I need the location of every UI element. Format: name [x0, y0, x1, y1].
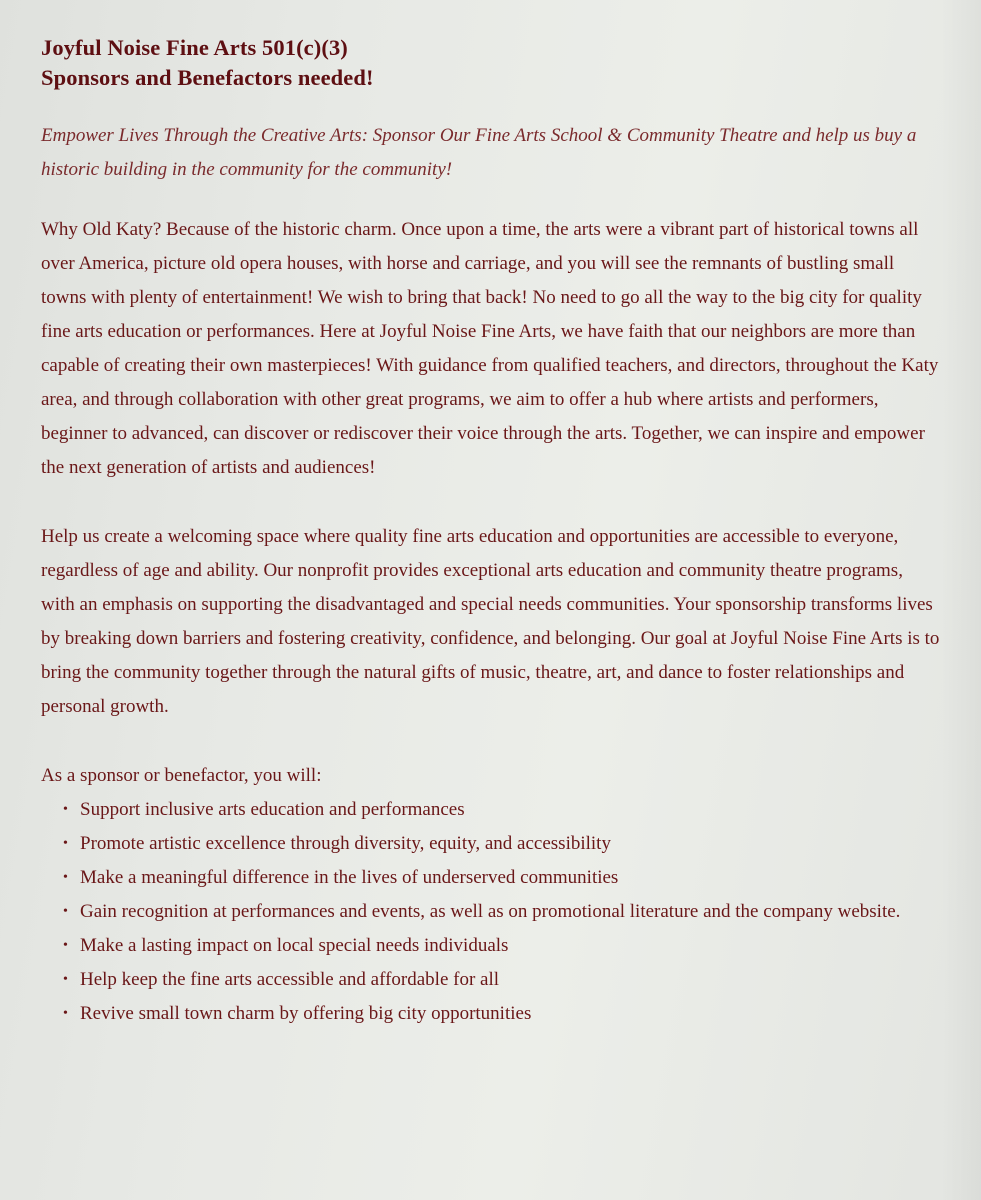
benefits-list: [41, 793, 941, 1031]
benefit-text: Revive small town charm by offering big city opportunities: [80, 1003, 532, 1024]
benefit-text: Support inclusive arts education and performances: [80, 799, 465, 820]
list-item: [63, 793, 941, 827]
list-item: [63, 827, 941, 861]
title-line-1: Joyful Noise Fine Arts 501(c)(3): [41, 35, 348, 60]
list-item: [63, 929, 941, 963]
title-line-2: Sponsors and Benefactors needed!: [41, 65, 374, 90]
benefit-text: Help keep the fine arts accessible and affordable for all: [80, 969, 500, 990]
document-title: [41, 33, 941, 93]
list-item: [63, 895, 941, 929]
benefit-text: Gain recognition at performances and events, as well as on promotional literature and the company website.: [80, 901, 901, 922]
page-shadow: [941, 0, 981, 1200]
benefit-text: Make a lasting impact on local special needs individuals: [80, 935, 509, 956]
list-item: [63, 997, 941, 1031]
list-item: [63, 861, 941, 895]
benefit-text: Make a meaningful difference in the lives of underserved communities: [80, 867, 619, 888]
list-item: [63, 963, 941, 997]
benefit-text: Promote artistic excellence through diversity, equity, and accessibility: [80, 833, 611, 854]
paragraph-why-old-katy: Why Old Katy? Because of the historic charm. Once upon a time, the arts were a vibrant part of historical towns all over America, picture old opera houses, with horse and carriage, and you will see the remnants of bustling small towns with plenty of entertainment! We wish to bring that back! No need to go all the way to the big city for quality fine arts education or performances. Here at Joyful Noise Fine Arts, we have faith that our neighbors are more than capable of creating their own masterpieces! With guidance from qualified teachers, and directors, throughout the Katy area, and through collaboration with other great programs, we aim to offer a hub where artists and performers, beginner to advanced, can discover or rediscover their voice through the arts. Together, we can inspire and empower the next generation of artists and audiences!: [41, 219, 939, 478]
tagline: Empower Lives Through the Creative Arts: Sponsor Our Fine Arts School & Community Theatre and help us buy a historic building in the community for the community!: [41, 125, 917, 180]
benefits-intro: As a sponsor or benefactor, you will:: [41, 765, 322, 786]
paragraph-mission: Help us create a welcoming space where quality fine arts education and opportunities are accessible to everyone, regardless of age and ability. Our nonprofit provides exceptional arts education and community theatre programs, with an emphasis on supporting the disadvantaged and special needs communities. Your sponsorship transforms lives by breaking down barriers and fostering creativity, confidence, and belonging. Our goal at Joyful Noise Fine Arts is to bring the community together through the natural gifts of music, theatre, art, and dance to foster relationships and personal growth.: [41, 526, 940, 717]
